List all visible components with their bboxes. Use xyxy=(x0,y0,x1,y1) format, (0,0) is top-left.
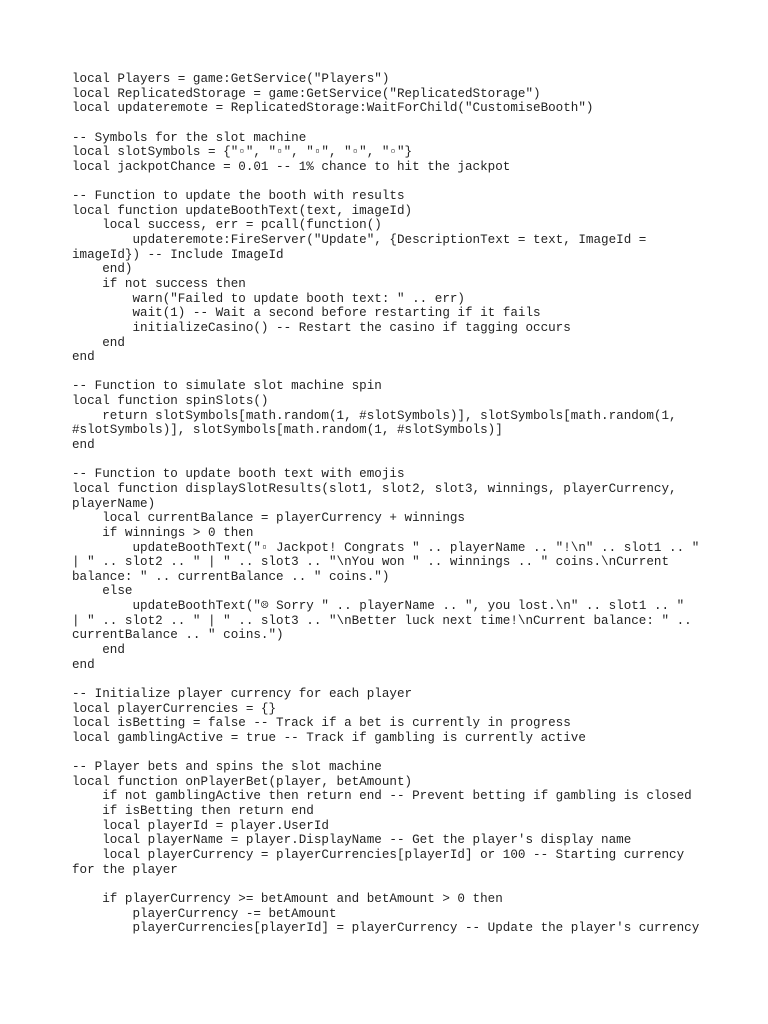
code-line: playerCurrency -= betAmount xyxy=(72,906,337,921)
code-line: currentBalance .. " coins.") xyxy=(72,628,284,643)
code-line xyxy=(72,672,712,687)
code-line: end) xyxy=(72,262,133,277)
code-line: -- Player bets and spins the slot machine xyxy=(72,760,382,775)
code-line: -- Function to update the booth with results xyxy=(72,189,405,204)
code-line: -- Function to update booth text with emojis xyxy=(72,467,405,482)
code-line: local jackpotChance = 0.01 -- 1% chance to hit the jackpot xyxy=(72,159,511,174)
code-line: -- Initialize player currency for each player xyxy=(72,686,413,701)
code-line: -- Symbols for the slot machine xyxy=(72,130,307,145)
code-line: playerName) xyxy=(72,496,156,511)
code-line: local gamblingActive = true -- Track if gambling is currently active xyxy=(72,730,586,745)
code-line: imageId}) -- Include ImageId xyxy=(72,247,284,262)
code-line: updateremote:FireServer("Update", {DescriptionText = text, ImageId = xyxy=(72,233,647,248)
code-line: local success, err = pcall(function() xyxy=(72,218,382,233)
code-line: -- Function to simulate slot machine spin xyxy=(72,379,382,394)
code-line: local playerCurrencies = {} xyxy=(72,701,277,716)
code-line: if isBetting then return end xyxy=(72,804,314,819)
code-line: wait(1) -- Wait a second before restarting if it fails xyxy=(72,306,541,321)
code-line: if not gamblingActive then return end -- Prevent betting if gambling is closed xyxy=(72,789,692,804)
code-line xyxy=(72,365,712,380)
code-line: #slotSymbols)], slotSymbols[math.random(1, #slotSymbols)] xyxy=(72,423,503,438)
code-line xyxy=(72,745,712,760)
code-line: local function spinSlots() xyxy=(72,394,269,409)
code-line: for the player xyxy=(72,862,178,877)
code-line: playerCurrencies[playerId] = playerCurrency -- Update the player's currency xyxy=(72,921,700,936)
code-line xyxy=(72,877,712,892)
code-line: local Players = game:GetService("Players") xyxy=(72,72,390,86)
code-line: local updateremote = ReplicatedStorage:WaitForChild("CustomiseBooth") xyxy=(72,101,594,116)
code-line: end xyxy=(72,642,125,657)
code-line: end xyxy=(72,657,95,672)
code-line: balance: " .. currentBalance .. " coins.") xyxy=(72,569,390,584)
code-line xyxy=(72,116,712,131)
code-line: if not success then xyxy=(72,276,246,291)
code-line: return slotSymbols[math.random(1, #slotSymbols)], slotSymbols[math.random(1, xyxy=(72,408,677,423)
code-line: end xyxy=(72,438,95,453)
code-line: local playerCurrency = playerCurrencies[playerId] or 100 -- Starting currency xyxy=(72,847,685,862)
code-line: local slotSymbols = {"▫", "▫", "▫", "▫", "▫"} xyxy=(72,145,413,160)
code-line xyxy=(72,453,712,468)
code-line: updateBoothText("▫ Jackpot! Congrats " .. playerName .. "!\n" .. slot1 .. " xyxy=(72,540,700,555)
code-line: local currentBalance = playerCurrency + winnings xyxy=(72,511,465,526)
code-line: initializeCasino() -- Restart the casino if tagging occurs xyxy=(72,320,571,335)
code-line: local function displaySlotResults(slot1, slot2, slot3, winnings, playerCurrency, xyxy=(72,481,677,496)
code-line: if winnings > 0 then xyxy=(72,525,254,540)
code-line: else xyxy=(72,584,133,599)
code-line xyxy=(72,174,712,189)
code-line: local ReplicatedStorage = game:GetService("ReplicatedStorage") xyxy=(72,86,541,101)
code-line: updateBoothText("☹ Sorry " .. playerName .. ", you lost.\n" .. slot1 .. " xyxy=(72,599,685,614)
code-line: local function onPlayerBet(player, betAmount) xyxy=(72,774,413,789)
code-line: local function updateBoothText(text, imageId) xyxy=(72,203,413,218)
code-line: | " .. slot2 .. " | " .. slot3 .. "\nYou won " .. winnings .. " coins.\nCurrent xyxy=(72,555,670,570)
code-line: if playerCurrency >= betAmount and betAmount > 0 then xyxy=(72,891,503,906)
code-listing xyxy=(72,72,712,936)
code-line: local isBetting = false -- Track if a bet is currently in progress xyxy=(72,716,571,731)
code-line: local playerName = player.DisplayName -- Get the player's display name xyxy=(72,833,632,848)
code-line: end xyxy=(72,350,95,365)
code-line: end xyxy=(72,335,125,350)
code-line: | " .. slot2 .. " | " .. slot3 .. "\nBetter luck next time!\nCurrent balance: " .. xyxy=(72,613,692,628)
code-line: local playerId = player.UserId xyxy=(72,818,329,833)
code-line: warn("Failed to update booth text: " .. err) xyxy=(72,291,465,306)
